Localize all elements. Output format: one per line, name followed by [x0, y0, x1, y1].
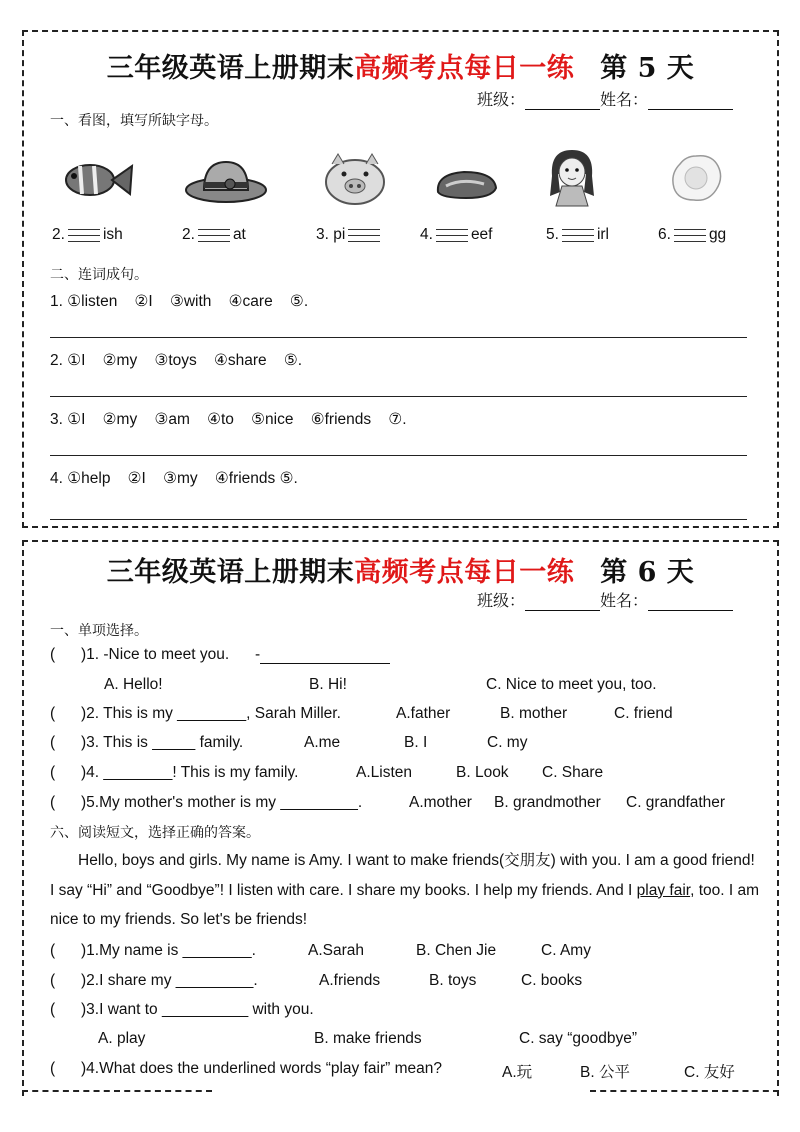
bottom-border-right — [590, 1090, 779, 1092]
hat-icon — [184, 156, 268, 206]
beef-icon — [432, 166, 500, 202]
sentence-scramble-3: 3. ①I ②my ③am ④to ⑤nice ⑥friends ⑦. — [50, 411, 407, 428]
option-b: B. 公平 — [580, 1064, 630, 1081]
option-b: B. Look — [456, 764, 509, 781]
item-suffix: gg — [708, 226, 727, 243]
passage-text: Hello, boys and girls. My name is Amy. I want to make friends(交朋友) with you. I am a good friend! I say “Hi” and “Goodbye”! I listen with care. I share my books. I help my friends. And I — [50, 852, 755, 899]
passage-underlined: play fair — [636, 881, 691, 899]
day6-worksheet — [22, 540, 779, 1096]
question-5: ( )5.My mother's mother is my _________. — [50, 794, 363, 811]
option-a: A.Sarah — [308, 942, 365, 959]
name-label: 姓名： — [599, 90, 648, 109]
answer-line-3[interactable] — [50, 455, 747, 456]
name-blank[interactable] — [648, 93, 733, 110]
option-b: B. make friends — [314, 1030, 422, 1047]
day5-name-row — [477, 87, 733, 110]
sentence-scramble-2: 2. ①I ②my ③toys ④share ⑤. — [50, 352, 303, 369]
item-number: 6. — [658, 226, 671, 243]
sentence-scramble-4: 4. ①help ②I ③my ④friends ⑤. — [50, 470, 298, 487]
name-blank[interactable] — [648, 594, 733, 611]
egg-icon — [668, 152, 724, 204]
item-number: 3. pi — [316, 226, 346, 243]
class-label: 班级： — [476, 90, 525, 109]
day6-title-day: 第 6 天 — [600, 557, 695, 588]
option-b: B. Hi! — [309, 676, 347, 693]
option-b: B. Chen Jie — [416, 942, 497, 959]
option-a: A.friends — [319, 972, 381, 989]
option-a: A.玩 — [502, 1064, 533, 1081]
option-a: A. play — [98, 1030, 146, 1047]
option-c: C. say “goodbye” — [519, 1030, 638, 1047]
item-number: 4. — [420, 226, 433, 243]
letter-blank[interactable] — [348, 227, 380, 243]
fill-item-5 — [546, 226, 609, 244]
reading-passage — [50, 846, 760, 935]
answer-line-1[interactable] — [50, 337, 747, 338]
class-blank[interactable] — [525, 93, 600, 110]
reading-question-2: ( )2.I share my _________. — [50, 972, 258, 989]
sentence-scramble-1: 1. ①listen ②I ③with ④care ⑤. — [50, 293, 309, 310]
day6-reading-heading: 六、阅读短文，选择正确的答案。 — [50, 825, 260, 841]
day6-title-black: 三年级英语上册期末 — [106, 557, 355, 588]
name-label: 姓名： — [599, 591, 648, 610]
reading-question-4: ( )4.What does the underlined words “play fair” mean? — [50, 1060, 442, 1077]
question-2: ( )2. This is my ________, Sarah Miller. — [50, 705, 341, 722]
item-number: 2. — [182, 226, 195, 243]
day6-section1-heading: 一、单项选择。 — [50, 623, 148, 639]
passage-text-end: , too. I am nice to my friends. So let's be friends! — [50, 881, 760, 928]
option-a: A. Hello! — [104, 676, 163, 693]
fill-item-2 — [182, 226, 246, 244]
option-a: A.father — [396, 705, 451, 722]
option-c: C. grandfather — [626, 794, 726, 811]
option-c: C. Nice to meet you, too. — [486, 676, 657, 693]
option-b: B. mother — [500, 705, 568, 722]
answer-line-4[interactable] — [50, 519, 747, 520]
option-c: C. Amy — [541, 942, 591, 959]
girl-icon — [540, 146, 600, 208]
day5-title-black: 三年级英语上册期末 — [106, 53, 355, 84]
option-b: B. grandmother — [494, 794, 601, 811]
letter-blank[interactable] — [198, 227, 230, 243]
option-b: B. I — [404, 734, 428, 751]
option-a: A.me — [304, 734, 341, 751]
letter-blank[interactable] — [436, 227, 468, 243]
day5-title-red: 高频考点每日一练 — [354, 53, 575, 84]
day5-section1-heading: 一、看图，填写所缺字母。 — [50, 113, 218, 129]
fish-icon — [56, 156, 136, 204]
reading-question-1: ( )1.My name is ________. — [50, 942, 256, 959]
option-c: C. my — [487, 734, 528, 751]
item-suffix: ish — [102, 226, 123, 243]
item-number: 5. — [546, 226, 559, 243]
day5-section2-heading: 二、连词成句。 — [50, 267, 148, 283]
question-1 — [50, 646, 390, 664]
item-suffix: irl — [596, 226, 609, 243]
item-suffix: eef — [470, 226, 493, 243]
fill-item-6 — [658, 226, 726, 244]
option-c: C. friend — [614, 705, 673, 722]
day6-name-row — [477, 588, 733, 611]
letter-blank[interactable] — [674, 227, 706, 243]
day5-title-day: 第 5 天 — [600, 53, 695, 84]
option-a: A.Listen — [356, 764, 413, 781]
question-3: ( )3. This is _____ family. — [50, 734, 244, 751]
option-a: A.mother — [409, 794, 472, 811]
day5-title — [24, 46, 777, 85]
option-c: C. books — [521, 972, 583, 989]
class-label: 班级： — [476, 591, 525, 610]
item-number: 2. — [52, 226, 65, 243]
option-b: B. toys — [429, 972, 477, 989]
day6-title — [24, 550, 777, 589]
bottom-border-left — [22, 1090, 212, 1092]
option-c: C. Share — [542, 764, 604, 781]
class-blank[interactable] — [525, 594, 600, 611]
item-suffix: at — [232, 226, 246, 243]
letter-blank[interactable] — [562, 227, 594, 243]
letter-blank[interactable] — [68, 227, 100, 243]
option-c: C. 友好 — [684, 1064, 735, 1081]
question-stem: ( )1. -Nice to meet you. - — [50, 646, 261, 663]
answer-blank[interactable] — [260, 649, 390, 664]
day6-title-red: 高频考点每日一练 — [354, 557, 575, 588]
pig-icon — [322, 150, 388, 206]
question-4: ( )4. ________! This is my family. — [50, 764, 299, 781]
answer-line-2[interactable] — [50, 396, 747, 397]
day5-worksheet — [22, 30, 779, 528]
fill-item-3 — [316, 226, 383, 244]
fill-item-1 — [52, 226, 123, 244]
reading-question-3: ( )3.I want to __________ with you. — [50, 1001, 314, 1018]
fill-item-4 — [420, 226, 493, 244]
